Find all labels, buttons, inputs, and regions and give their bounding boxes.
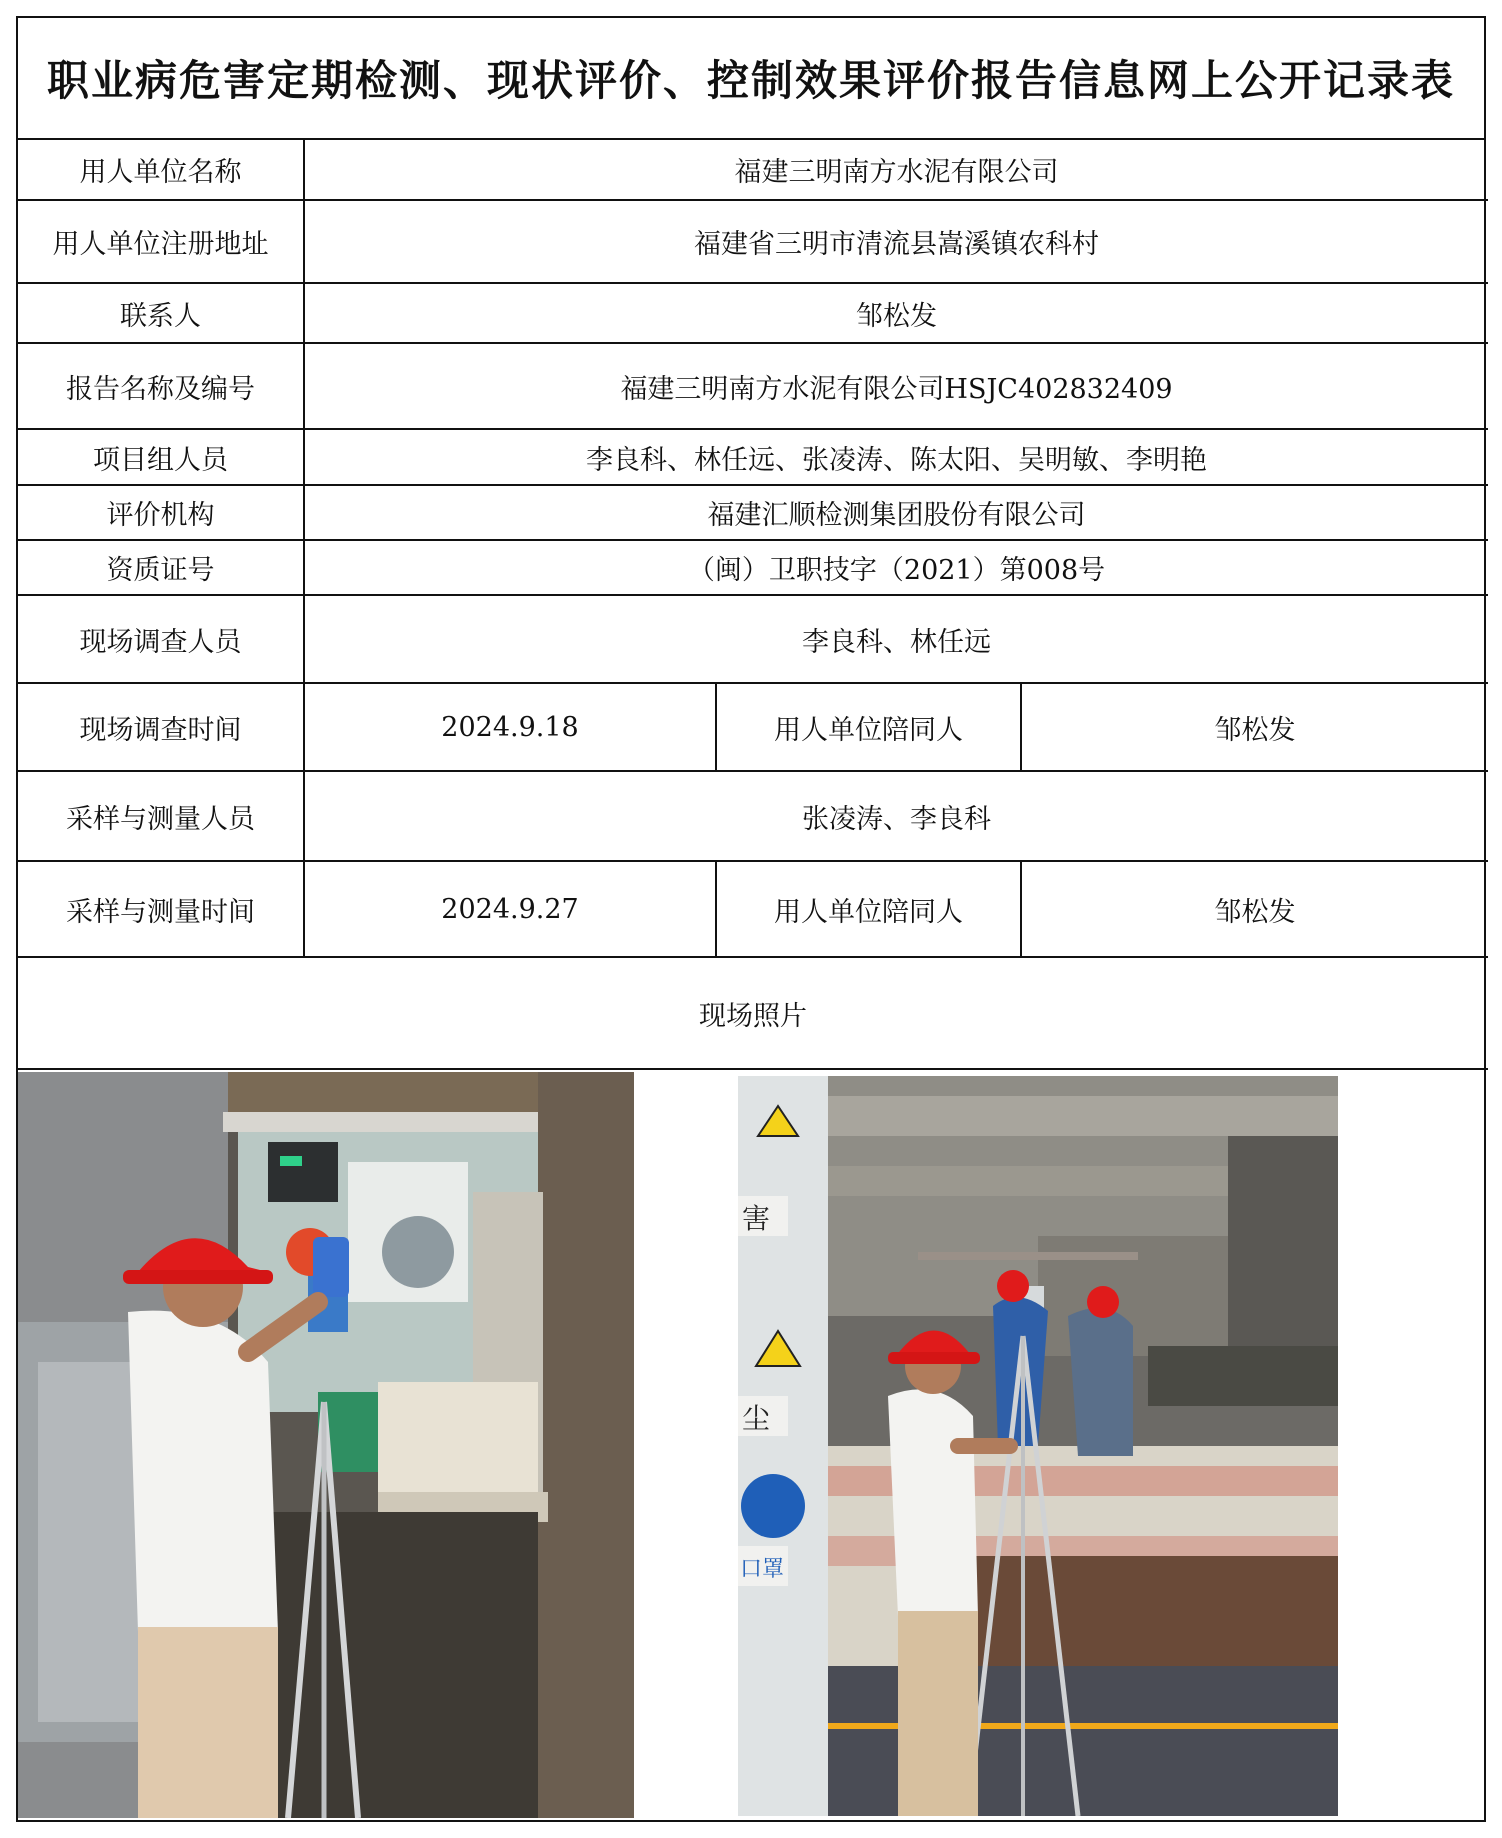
employer-name-value: 福建三明南方水泥有限公司	[304, 140, 1488, 200]
report-value: 福建三明南方水泥有限公司HSJC402832409	[304, 343, 1488, 429]
sampling-time-value: 2024.9.27	[304, 861, 716, 957]
row-sampling-time	[18, 861, 1488, 957]
employer-name-label: 用人单位名称	[18, 140, 304, 200]
row-qualification	[18, 540, 1488, 595]
row-employer-address	[18, 200, 1488, 283]
record-sheet	[16, 16, 1486, 1822]
row-survey-staff	[18, 595, 1488, 683]
survey-staff-value: 李良科、林任远	[304, 595, 1488, 683]
warning-sign-text-1: 害	[742, 1202, 771, 1235]
sampling-escort-label: 用人单位陪同人	[716, 861, 1021, 957]
site-photo-left	[18, 1072, 634, 1818]
survey-staff-label: 现场调查人员	[18, 595, 304, 683]
sampling-staff-value: 张凌涛、李良科	[304, 771, 1488, 861]
row-employer-name	[18, 140, 1488, 200]
row-survey-time	[18, 683, 1488, 771]
row-photos-heading	[18, 957, 1488, 1069]
warning-sign-text-2: 尘	[742, 1402, 771, 1435]
site-photos	[18, 1072, 1484, 1822]
row-team	[18, 429, 1488, 485]
qualification-value: （闽）卫职技字（2021）第008号	[304, 540, 1488, 595]
record-table	[18, 140, 1488, 1070]
sampling-staff-label: 采样与测量人员	[18, 771, 304, 861]
qualification-label: 资质证号	[18, 540, 304, 595]
survey-escort-value: 邹松发	[1021, 683, 1488, 771]
row-agency	[18, 485, 1488, 540]
survey-escort-label: 用人单位陪同人	[716, 683, 1021, 771]
sampling-time-label: 采样与测量时间	[18, 861, 304, 957]
document-title: 职业病危害定期检测、现状评价、控制效果评价报告信息网上公开记录表	[18, 18, 1484, 140]
team-label: 项目组人员	[18, 429, 304, 485]
agency-label: 评价机构	[18, 485, 304, 540]
survey-time-label: 现场调查时间	[18, 683, 304, 771]
report-label: 报告名称及编号	[18, 343, 304, 429]
contact-label: 联系人	[18, 283, 304, 343]
row-contact	[18, 283, 1488, 343]
survey-time-value: 2024.9.18	[304, 683, 716, 771]
team-value: 李良科、林任远、张凌涛、陈太阳、吴明敏、李明艳	[304, 429, 1488, 485]
warning-sign-text-3: 口罩	[740, 1557, 785, 1582]
employer-address-value: 福建省三明市清流县嵩溪镇农科村	[304, 200, 1488, 283]
sampling-escort-value: 邹松发	[1021, 861, 1488, 957]
photos-heading: 现场照片	[18, 957, 1488, 1069]
row-sampling-staff	[18, 771, 1488, 861]
site-photo-right	[738, 1076, 1338, 1816]
contact-value: 邹松发	[304, 283, 1488, 343]
employer-address-label: 用人单位注册地址	[18, 200, 304, 283]
agency-value: 福建汇顺检测集团股份有限公司	[304, 485, 1488, 540]
row-report	[18, 343, 1488, 429]
